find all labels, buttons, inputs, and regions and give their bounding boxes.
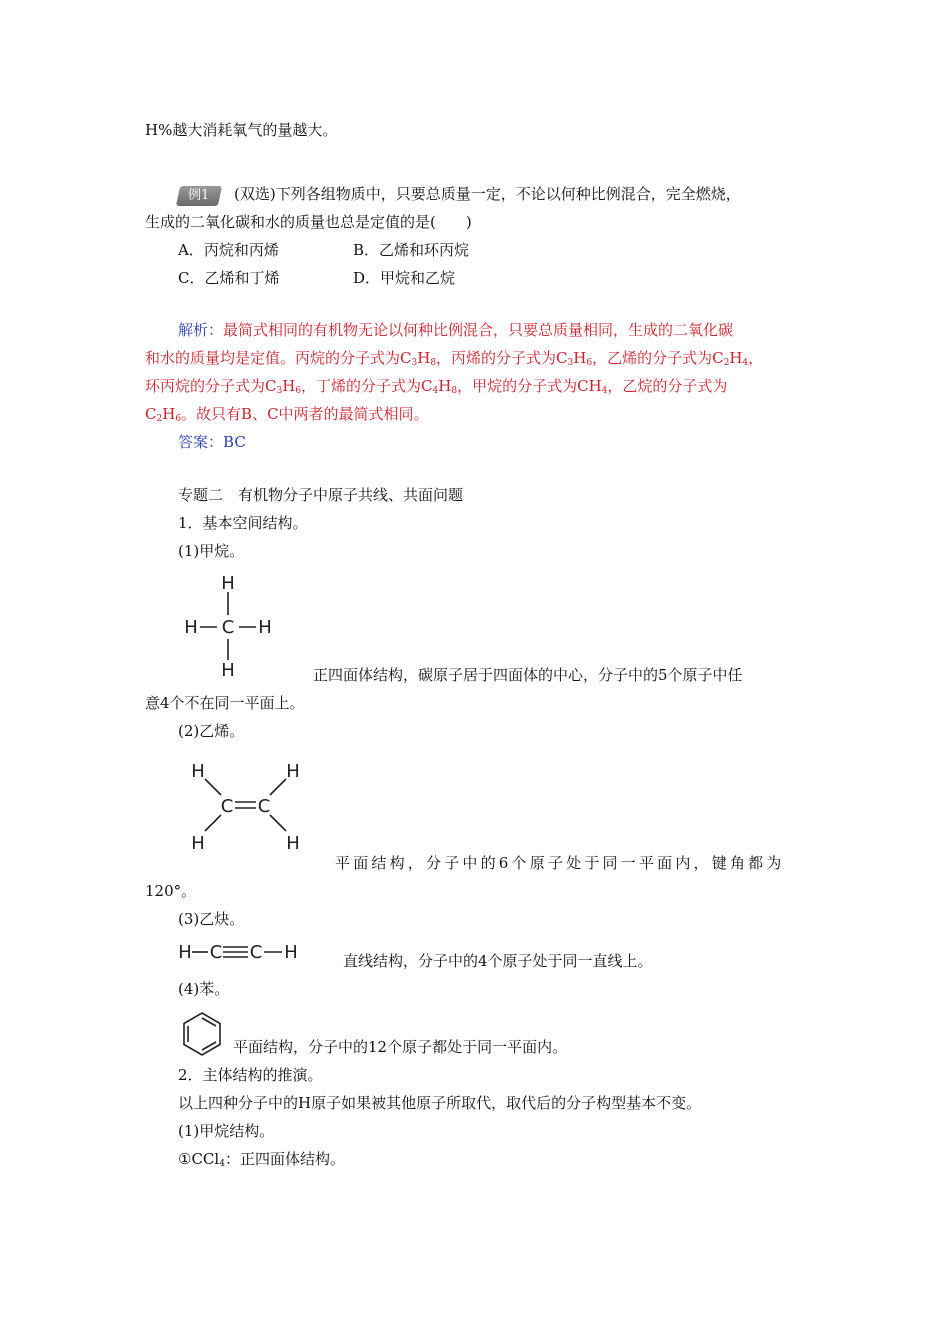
option-a: A．丙烷和丙烯 [178,241,279,259]
example-question-line1 [178,184,741,206]
atom-h-top: H [221,573,235,594]
analysis-line4: $C_2H_6$。故只有B、C中两者的最简式相同。 [145,405,429,424]
analysis-line1 [178,320,733,340]
section-1-title: 1．基本空间结构。 [178,514,308,532]
ethylene-description-1: 平面结构，分子中的6个原子处于同一平面内，键角都为 [335,854,785,872]
topic-title: 专题二 有机物分子中原子共线、共面问题 [178,486,464,504]
acetylene-structure-diagram [178,938,308,968]
benzene-description: 平面结构，分子中的12个原子都处于同一平面内。 [233,1038,568,1056]
benzene-heading: (4)苯。 [178,980,230,998]
methane-structure-diagram [178,570,278,680]
analysis-line2: 和水的质量均是定值。丙烷的分子式为$C_3H_8$，丙烯的分子式为$C_3H_6$，乙烯的分子式为$C_2H_4$， [145,349,764,368]
atom-c: C [221,617,235,638]
acetylene-description: 直线结构，分子中的4个原子处于同一直线上。 [343,952,653,970]
section-2-title: 2．主体结构的推演。 [178,1066,323,1084]
atom-h-bottom: H [221,660,235,680]
example-question-line2: 生成的二氧化碳和水的质量也总是定值的是( ) [145,213,472,231]
option-c: C．乙烯和丁烯 [178,269,280,287]
question-text-1: (双选)下列各组物质中，只要总质量一定，不论以何种比例混合，完全燃烧， [234,185,741,203]
answer-label: 答案： [178,433,224,451]
atom-c-2: C [249,942,263,963]
ethylene-structure-diagram [178,755,313,855]
atom-h-left: H [178,942,192,963]
atom-c-left: C [220,796,234,817]
ccl4-line: ①CCl$_4$：正四面体结构。 [178,1150,345,1169]
methane-heading: (1)甲烷。 [178,542,245,560]
option-d: D．甲烷和乙烷 [353,269,456,287]
atom-h-bl: H [191,833,205,854]
atom-h-tr: H [286,761,300,782]
acetylene-heading: (3)乙炔。 [178,910,245,928]
ethylene-description-2: 120°。 [145,882,197,900]
atom-h-right: H [284,942,298,963]
analysis-line3: 环丙烷的分子式为$C_3H_6$，丁烯的分子式为$C_4H_8$，甲烷的分子式为$CH_4$，乙烷的分子式为 [145,377,728,396]
answer-value: BC [223,433,246,451]
methane-description-1: 正四面体结构，碳原子居于四面体的中心，分子中的5个原子中任 [313,666,743,684]
intro-text: H%越大消耗氧气的量越大。 [145,121,338,139]
analysis-label: 解析： [178,321,224,339]
methane-description-2: 意4个不在同一平面上。 [145,694,305,712]
example-badge: 例1 [176,186,222,206]
atom-h-br: H [286,833,300,854]
benzene-structure-diagram [178,1010,226,1058]
atom-h-left: H [184,617,198,638]
atom-c-1: C [209,942,223,963]
section-2-description: 以上四种分子中的H原子如果被其他原子所取代，取代后的分子构型基本不变。 [178,1094,702,1112]
analysis-text-1: 最简式相同的有机物无论以何种比例混合，只要总质量相同，生成的二氧化碳 [223,321,734,339]
ethylene-heading: (2)乙烯。 [178,722,245,740]
atom-h-right: H [258,617,272,638]
methane-structure-heading: (1)甲烷结构。 [178,1122,275,1140]
answer-line [178,432,246,452]
option-b: B．乙烯和环丙烷 [353,241,470,259]
atom-h-tl: H [191,761,205,782]
atom-c-right: C [257,796,271,817]
